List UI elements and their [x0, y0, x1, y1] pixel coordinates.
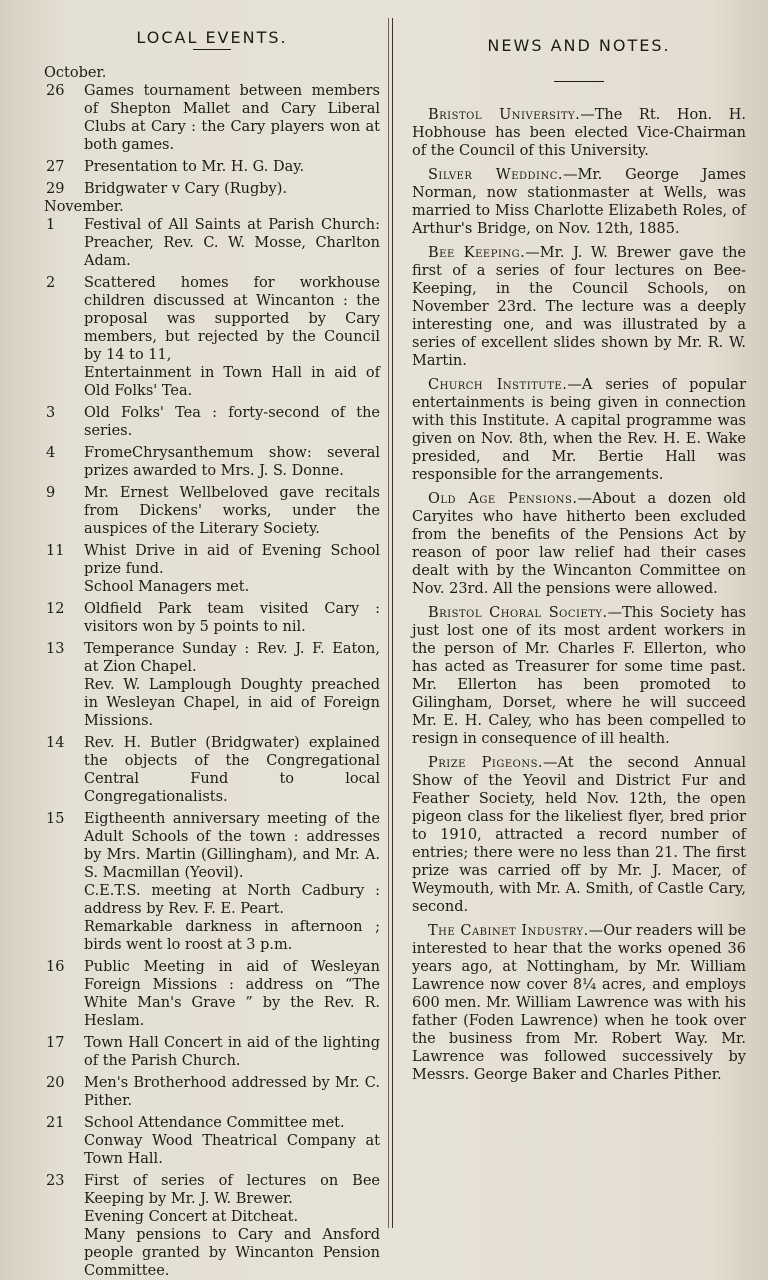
event-entry	[44, 734, 380, 806]
note-heading: Silver Weddinc.	[428, 167, 563, 183]
event-entry	[44, 180, 380, 198]
event-text	[84, 640, 380, 730]
october-events-list	[44, 82, 380, 198]
note-body: —Mr. J. W. Brewer gave the first of a series of four lectures on Bee-Keeping, in the Council Schools, on November 23rd. The lecture was a deeply interesting one, and was illustrated by a series of excellent slides shown by Mr. R. W. Martin.	[412, 245, 746, 369]
note-body: —The Rt. Hon. H. Hobhouse has been elected Vice-Chairman of the Council of this University.	[412, 107, 746, 159]
note-body: —A series of popular entertainments is being given in connection with this Institute. A capital programme was given on Nov. 8th, when the Rev. H. E. Wake presided, and Mr. Bertie Hall was responsible for the arrangements.	[412, 377, 746, 483]
month-november: November.	[44, 199, 124, 215]
note-body: —At the second Annual Show of the Yeovil and District Fur and Feather Society, held Nov. 12th, the open pigeon class for the likeliest flyer, bred prior to 1910, attracted a record number of entries; there were no less than 21. The first prize was carried off by Mr. J. Macer, of Weymouth, with Mr. A. Smith, of Castle Cary, second.	[412, 755, 746, 915]
event-text	[84, 542, 380, 596]
note-heading: Old Age Pensions.	[428, 491, 578, 507]
event-day: 2	[46, 275, 56, 291]
note-body: —About a dozen old Caryites who have hitherto been excluded from the benefits of the Pensions Act by reason of poor law relief had their cases dealt with by the Wincanton Committee on Nov. 23rd. All the pensions were allowed.	[412, 491, 746, 597]
event-day: 11	[46, 543, 65, 559]
news-note	[412, 376, 746, 484]
event-entry	[44, 1034, 380, 1070]
event-entry	[44, 82, 380, 154]
news-notes-title: NEWS AND NOTES.	[487, 36, 671, 55]
month-october: October.	[44, 65, 107, 81]
news-note	[412, 754, 746, 916]
event-text	[84, 600, 380, 636]
event-entry	[44, 216, 380, 270]
event-day: 15	[46, 811, 65, 827]
event-line: Mr. Ernest Wellbeloved gave recitals from Dickens' works, under the auspices of the Literary Society.	[84, 485, 380, 537]
note-heading: Bristol University.	[428, 107, 581, 123]
event-entry	[44, 274, 380, 400]
event-day: 12	[46, 601, 65, 617]
event-day: 23	[46, 1173, 65, 1189]
event-text	[84, 484, 380, 538]
event-line: Conway Wood Theatrical Company at Town Hall.	[84, 1133, 380, 1167]
event-text	[84, 158, 380, 176]
event-entry	[44, 542, 380, 596]
event-line: First of series of lectures on Bee Keeping by Mr. J. W. Brewer.	[84, 1173, 380, 1207]
event-line: Whist Drive in aid of Evening School prize fund.	[84, 543, 380, 577]
event-line: Many pensions to Cary and Ansford people granted by Wincanton Pension Committee.	[84, 1227, 380, 1279]
event-text	[84, 810, 380, 954]
news-note	[412, 490, 746, 598]
local-events-column	[44, 28, 380, 1280]
event-entry	[44, 1114, 380, 1168]
event-text	[84, 404, 380, 440]
event-day: 17	[46, 1035, 65, 1051]
event-line: Public Meeting in aid of Wesleyan Foreign Missions : address on “The White Man's Grave ” by the Rev. R. Heslam.	[84, 959, 380, 1029]
news-note	[412, 106, 746, 160]
event-line: FromeChrysanthemum show: several prizes awarded to Mrs. J. S. Donne.	[84, 445, 380, 479]
event-line: Old Folks' Tea : forty-second of the series.	[84, 405, 380, 439]
event-entry	[44, 484, 380, 538]
event-entry	[44, 444, 380, 480]
event-text	[84, 216, 380, 270]
event-text	[84, 1172, 380, 1280]
event-line: Oldfield Park team visited Cary : visitors won by 5 points to nil.	[84, 601, 380, 635]
news-note	[412, 244, 746, 370]
november-events-list	[44, 216, 380, 1280]
event-line: Festival of All Saints at Parish Church: Preacher, Rev. C. W. Mosse, Charlton Adam.	[84, 217, 380, 269]
event-text	[84, 1114, 380, 1168]
news-note	[412, 922, 746, 1084]
event-text	[84, 958, 380, 1030]
note-body: —This Society has just lost one of its most ardent workers in the person of Mr. Charles F. Ellerton, who has acted as Treasurer for some time past. Mr. Ellerton has been promoted to Gilingham, Dorset, where he will succeed Mr. E. H. Caley, who has been compelled to resign in consequence of ill health.	[412, 605, 746, 747]
local-events-title: LOCAL EVENTS.	[136, 28, 288, 47]
event-entry	[44, 810, 380, 954]
event-entry	[44, 958, 380, 1030]
event-line: Evening Concert at Ditcheat.	[84, 1209, 299, 1225]
note-heading: Church Institute.	[428, 377, 568, 393]
event-line: Scattered homes for workhouse children discussed at Wincanton : the proposal was supported by Cary members, but rejected by the Council by 14 to 11,	[84, 275, 380, 363]
news-notes-column	[412, 36, 746, 1090]
note-body: —Our readers will be interested to hear that the works opened 36 years ago, at Nottingham, by Mr. William Lawrence now cover 8¼ acres, and employs 600 men. Mr. William Lawrence was with his father (Foden Lawrence) when he took over the business from Mr. Robert Way. Mr. Lawrence was followed successively by Messrs. George Baker and Charles Pither.	[412, 923, 746, 1083]
event-line: Entertainment in Town Hall in aid of Old Folks' Tea.	[84, 365, 380, 399]
event-day: 27	[46, 159, 65, 175]
event-line: Temperance Sunday : Rev. J. F. Eaton, at Zion Chapel.	[84, 641, 380, 675]
event-text	[84, 1034, 380, 1070]
event-text	[84, 1074, 380, 1110]
event-line: Presentation to Mr. H. G. Day.	[84, 159, 305, 175]
event-day: 16	[46, 959, 65, 975]
note-heading: The Cabinet Industry.	[428, 923, 589, 939]
event-entry	[44, 404, 380, 440]
event-line: Men's Brotherhood addressed by Mr. C. Pither.	[84, 1075, 380, 1109]
event-day: 14	[46, 735, 65, 751]
note-heading: Bee Keeping.	[428, 245, 526, 261]
news-note	[412, 166, 746, 238]
title-rule	[554, 81, 604, 82]
event-day: 1	[46, 217, 56, 233]
event-line: School Managers met.	[84, 579, 250, 595]
title-underline	[193, 49, 231, 50]
event-line: Rev. H. Butler (Bridgwater) explained the objects of the Congregational Central Fund to local Congregationalists.	[84, 735, 380, 805]
event-day: 26	[46, 83, 65, 99]
event-day: 4	[46, 445, 56, 461]
event-text	[84, 734, 380, 806]
event-day: 3	[46, 405, 56, 421]
event-line: Rev. W. Lamplough Doughty preached in Wesleyan Chapel, in aid of Foreign Missions.	[84, 677, 380, 729]
news-note	[412, 604, 746, 748]
event-line: Bridgwater v Cary (Rugby).	[84, 181, 287, 197]
event-day: 21	[46, 1115, 65, 1131]
event-entry	[44, 1074, 380, 1110]
notes-list	[412, 106, 746, 1084]
event-day: 29	[46, 181, 65, 197]
event-text	[84, 274, 380, 400]
event-day: 20	[46, 1075, 65, 1091]
note-heading: Bristol Choral Society.	[428, 605, 608, 621]
event-line: Town Hall Concert in aid of the lighting of the Parish Church.	[84, 1035, 380, 1069]
event-line: Eigtheenth anniversary meeting of the Adult Schools of the town : addresses by Mrs. Martin (Gillingham), and Mr. A. S. Macmillan (Yeovil).	[84, 811, 380, 881]
event-text	[84, 180, 380, 198]
event-entry	[44, 158, 380, 176]
event-day: 13	[46, 641, 65, 657]
event-entry	[44, 600, 380, 636]
event-text	[84, 444, 380, 480]
event-day: 9	[46, 485, 56, 501]
event-entry	[44, 640, 380, 730]
event-line: Remarkable darkness in afternoon ; birds went lo roost at 3 p.m.	[84, 919, 380, 953]
column-divider	[392, 18, 393, 1228]
event-text	[84, 82, 380, 154]
note-heading: Prize Pigeons.	[428, 755, 544, 771]
event-line: School Attendance Committee met.	[84, 1115, 345, 1131]
event-line: Games tournament between members of Shepton Mallet and Cary Liberal Clubs at Cary : the Cary players won at both games.	[84, 83, 380, 153]
note-body: —Mr. George James Norman, now stationmaster at Wells, was married to Miss Charlotte Elizabeth Roles, of Arthur's Bridge, on Nov. 12th, 1885.	[412, 167, 746, 237]
event-entry	[44, 1172, 380, 1280]
event-line: C.E.T.S. meeting at North Cadbury : address by Rev. F. E. Peart.	[84, 883, 380, 917]
column-divider-inner	[388, 18, 389, 1228]
